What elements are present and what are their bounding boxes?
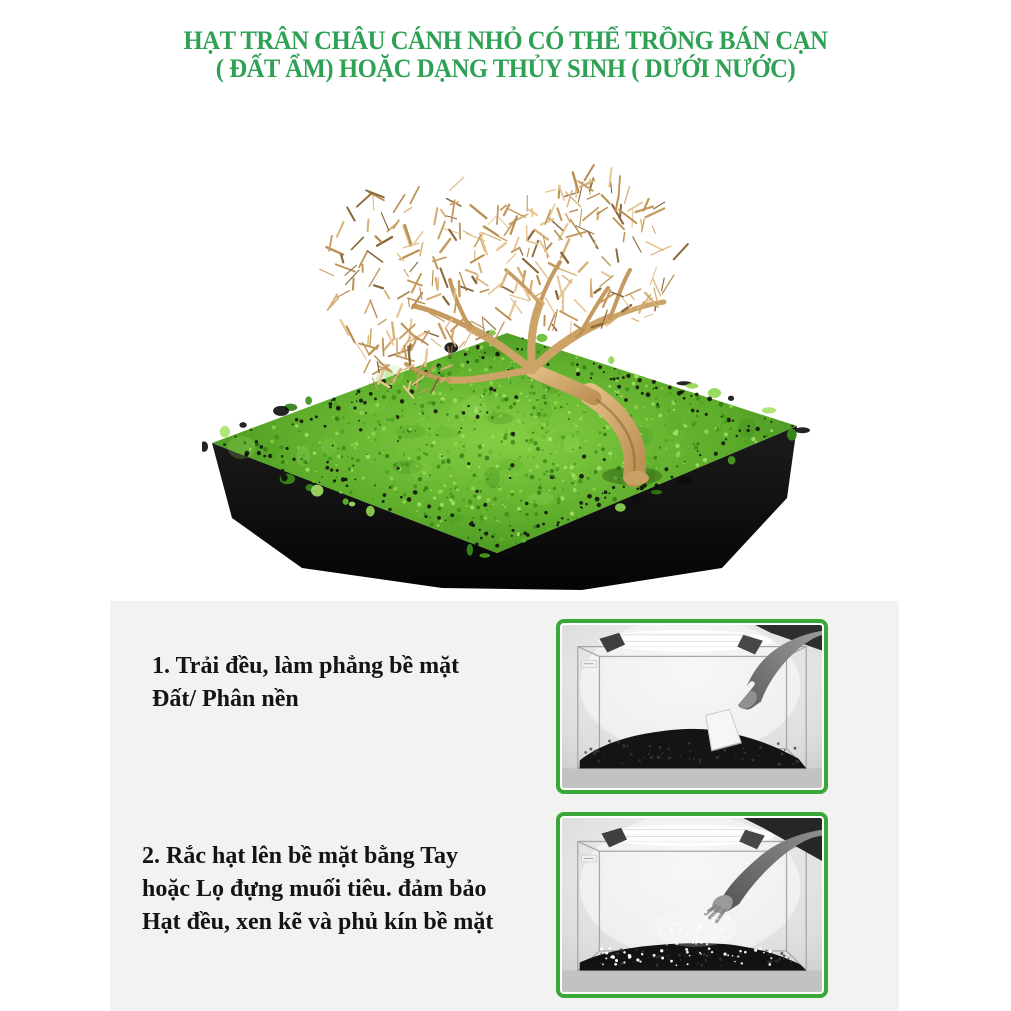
step-2-line-3: Hạt đều, xen kẽ và phủ kín bề mặt: [142, 909, 494, 935]
aquarium-smoothing-illustration: [562, 625, 822, 788]
step-1-photo: [556, 619, 828, 794]
page-title: [25, 27, 985, 83]
step-1-line-2: Đất/ Phân nền: [152, 686, 299, 712]
step-1-text: [152, 650, 572, 716]
floor: [562, 768, 822, 788]
product-photo: [202, 138, 812, 598]
step-2-line-1: 2. Rắc hạt lên bề mặt bằng Tay: [142, 843, 459, 869]
glass-label: [582, 660, 597, 667]
title-line-2: ( ĐẤT ẨM) HOẶC DẠNG THỦY SINH ( DƯỚI NƯỚC): [215, 54, 796, 83]
step-2-text: [142, 840, 572, 939]
floor: [562, 970, 822, 992]
step-2-photo: [556, 812, 828, 998]
step-2-line-2: hoặc Lọ đựng muối tiêu. đảm bảo: [142, 876, 487, 902]
aquarium-sprinkling-illustration: [562, 818, 822, 992]
step-1-line-1: 1. Trải đều, làm phẳng bề mặt: [152, 653, 460, 679]
glass-label: [582, 855, 597, 862]
title-line-1: HẠT TRÂN CHÂU CÁNH NHỎ CÓ THỂ TRỒNG BÁN CẠN: [183, 26, 828, 55]
product-photo-illustration: [202, 138, 812, 598]
